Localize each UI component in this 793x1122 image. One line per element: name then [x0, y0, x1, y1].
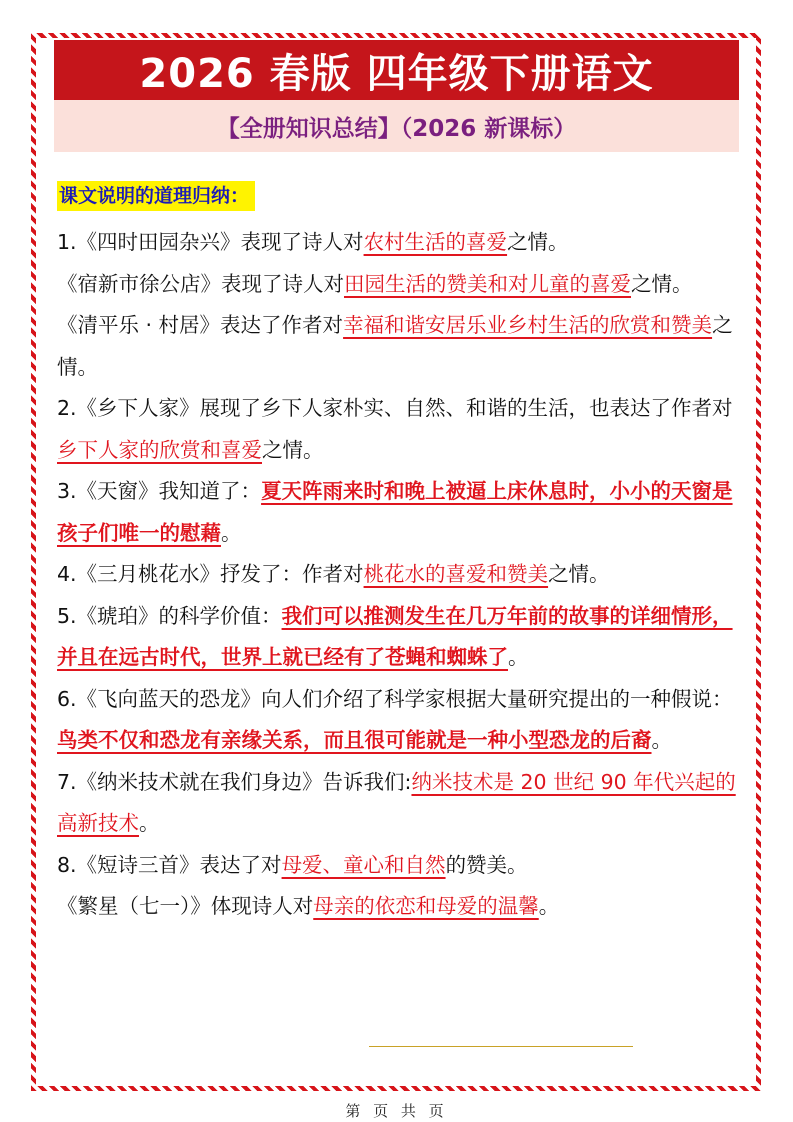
item-5: 5.《琥珀》的科学价值：我们可以推测发生在几万年前的故事的详细情形，并且在远古时代，世界上就已经有了苍蝇和蜘蛛了。	[57, 603, 733, 669]
page-title	[54, 40, 739, 100]
highlight: 田园生活的赞美和对儿童的喜爱	[344, 271, 631, 296]
highlight: 纳米技术是 20 世纪 90 年代兴起的高新技术	[57, 769, 736, 835]
item-1-poem-1: 1.《四时田园杂兴》表现了诗人对农村生活的喜爱之情。	[57, 230, 569, 254]
item-1-poem-2: 《宿新市徐公店》表现了诗人对田园生活的赞美和对儿童的喜爱之情。	[57, 271, 693, 296]
highlight: 我们可以推测发生在几万年前的故事的详细情形，并且在远古时代，世界上就已经有了苍蝇和蜘蛛了	[57, 603, 733, 669]
highlight: 母爱、童心和自然	[281, 852, 446, 877]
section-heading: 课文说明的道理归纳：	[57, 181, 255, 211]
item-2: 2.《乡下人家》展现了乡下人家朴实、自然、和谐的生活，也表达了作者对乡下人家的欣赏和喜爱之情。	[57, 396, 733, 462]
item-4: 4.《三月桃花水》抒发了：作者对桃花水的喜爱和赞美之情。	[57, 562, 610, 586]
highlight: 母亲的依恋和母爱的温馨	[313, 894, 539, 918]
highlight: 鸟类不仅和恐龙有亲缘关系，而且很可能就是一种小型恐龙的后裔	[57, 728, 652, 752]
highlight: 桃花水的喜爱和赞美	[363, 562, 549, 586]
highlight: 农村生活的喜爱	[363, 230, 508, 254]
item-8-poem-2: 《繁星（七一）》体现诗人对母亲的依恋和母爱的温馨。	[57, 894, 560, 918]
item-1-poem-3: 《清平乐 · 村居》表达了作者对幸福和谐安居乐业乡村生活的欣赏和赞美之情。	[57, 313, 733, 379]
item-6: 6.《飞向蓝天的恐龙》向人们介绍了科学家根据大量研究提出的一种假说：鸟类不仅和恐龙有亲缘关系，而且很可能就是一种小型恐龙的后裔。	[57, 686, 733, 752]
page-subtitle	[54, 100, 739, 152]
item-7: 7.《纳米技术就在我们身边》告诉我们:纳米技术是 20 世纪 90 年代兴起的高新技术。	[57, 769, 736, 835]
item-3: 3.《天窗》我知道了：夏天阵雨来时和晚上被逼上床休息时，小小的天窗是孩子们唯一的慰藉。	[57, 479, 733, 545]
highlight: 幸福和谐安居乐业乡村生活的欣赏和赞美	[343, 313, 713, 337]
highlight: 乡下人家的欣赏和喜爱	[57, 437, 262, 462]
divider-line	[369, 1046, 633, 1047]
page-subtitle-text: 【全册知识总结】（2026 新课标）	[216, 115, 577, 142]
highlight: 夏天阵雨来时和晚上被逼上床休息时，小小的天窗是孩子们唯一的慰藉	[57, 479, 733, 545]
page-title-text: 2026 春版 四年级下册语文	[139, 50, 654, 97]
content-body	[57, 222, 739, 928]
item-8-poem-1: 8.《短诗三首》表达了对母爱、童心和自然的赞美。	[57, 852, 528, 877]
page-footer: 第 页 共 页	[345, 1102, 448, 1120]
